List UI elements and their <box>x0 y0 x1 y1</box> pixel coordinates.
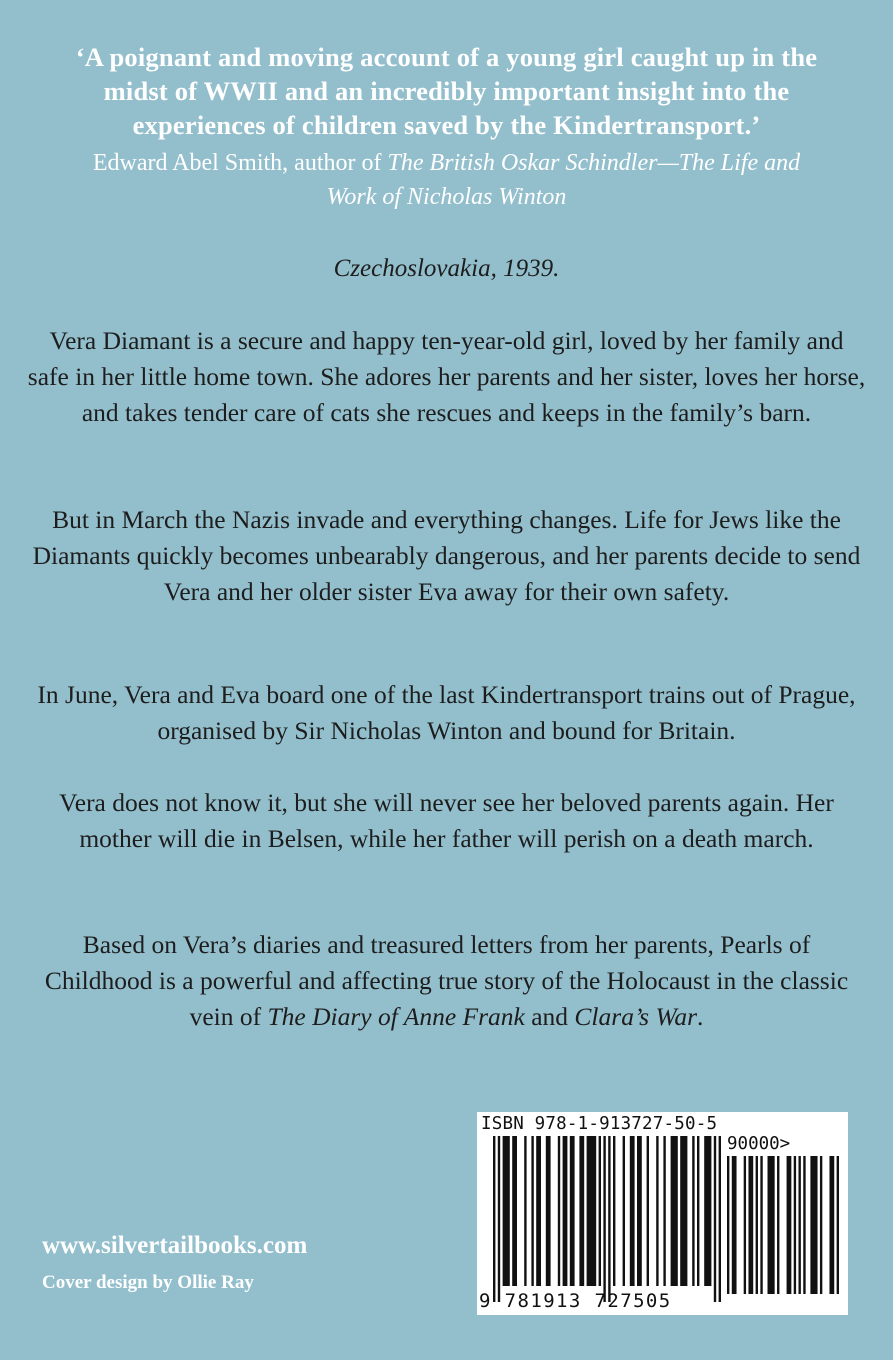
barcode-bar <box>613 1136 615 1286</box>
synopsis-paragraph: Vera does not know it, but she will never see her beloved parents again. Her mother will die in Belsen, while her father will perish on a death march. <box>59 788 834 853</box>
barcode-bar <box>744 1156 746 1294</box>
synopsis-paragraph: Vera Diamant is a secure and happy ten-year-old girl, loved by her family and safe in her little home town. She adores her parents and her sister, loves her horse, and takes tender care of cats she rescues and keeps in the family’s barn. <box>27 326 866 427</box>
barcode-bar <box>512 1136 517 1286</box>
barcode-bar <box>579 1136 584 1286</box>
barcode-bar <box>563 1136 568 1286</box>
barcode-bar <box>536 1136 541 1286</box>
barcode-bar <box>671 1136 678 1286</box>
barcode-bar <box>546 1136 551 1286</box>
barcode-bar <box>663 1136 665 1286</box>
price-code: 90000> <box>727 1134 791 1154</box>
p5-period: . <box>697 1002 704 1031</box>
quote-line: experiences of children saved by the Kindertransport.’ <box>132 110 761 140</box>
barcode-bar <box>748 1156 753 1294</box>
barcode-bar <box>623 1136 625 1286</box>
cover-credit: Cover design by Ollie Ray <box>42 1272 254 1293</box>
barcode-bar <box>608 1136 610 1302</box>
barcode-bar <box>599 1136 601 1286</box>
barcode-bar <box>803 1156 805 1294</box>
isbn-barcode <box>477 1112 848 1315</box>
p5-title-anne-frank: The Diary of Anne Frank <box>267 1002 525 1031</box>
barcode-bar <box>837 1156 839 1294</box>
barcode-bar <box>798 1156 800 1294</box>
quote-line: ‘A poignant and moving account of a young girl caught up in the <box>75 42 818 72</box>
quote-line: midst of WWII and an incredibly important insight into the <box>103 76 790 106</box>
barcode-bar <box>637 1136 642 1286</box>
attribution-book-title: The British Oskar Schindler—The Life and <box>387 150 801 176</box>
setting-line: Czechoslovakia, 1939. <box>333 255 560 282</box>
addon-barcode-bars <box>727 1156 839 1294</box>
ean-digits: 9 781913 727505 <box>479 1290 672 1312</box>
barcode-bar <box>493 1136 495 1302</box>
p5-text: Based on Vera’s diaries and treasured letters from her parents, Pearls of Childhood is a powerful and affecting true story of the Holocaust in the classic vein of <box>44 930 849 1031</box>
quote-attribution <box>20 146 873 214</box>
barcode-bar <box>503 1136 510 1286</box>
barcode-bar <box>531 1136 533 1286</box>
synopsis-paragraph: But in March the Nazis invade and everything changes. Life for Jews like the Diamants quickly becomes unbearably dangerous, and her parents decide to send Vera and her older sister Eva away for their own safety. <box>32 505 861 606</box>
barcode-bar <box>680 1136 687 1286</box>
barcode-bar <box>603 1136 605 1302</box>
p5-conjunction: and <box>524 1002 575 1031</box>
barcode-bar <box>704 1136 711 1286</box>
attribution-book-title-cont: Work of Nicholas Winton <box>326 184 567 210</box>
barcode-bar <box>787 1156 792 1294</box>
barcode-bar <box>558 1136 560 1286</box>
synopsis-paragraph <box>26 927 867 1035</box>
barcode-bar <box>810 1156 817 1294</box>
barcode-bar <box>570 1136 575 1286</box>
barcode-bar <box>714 1136 716 1302</box>
barcode-bar <box>719 1136 721 1302</box>
p5-title-claras-war: Clara’s War <box>574 1002 698 1031</box>
barcode-bar <box>732 1156 737 1294</box>
barcode-bar <box>498 1136 500 1302</box>
barcode-bar <box>692 1136 694 1286</box>
barcode-bar <box>656 1136 658 1286</box>
barcode-bar <box>756 1156 758 1294</box>
barcode-bar <box>768 1156 775 1294</box>
barcode-bar <box>697 1136 699 1286</box>
barcode-bar <box>647 1136 649 1286</box>
publisher-website[interactable]: www.silvertailbooks.com <box>42 1232 308 1259</box>
attribution-author: Edward Abel Smith, author of <box>92 150 388 176</box>
barcode-bar <box>587 1136 597 1286</box>
barcode-bar <box>794 1156 796 1294</box>
barcode-bar <box>820 1156 822 1294</box>
barcode-bar <box>727 1156 729 1294</box>
barcode-bar <box>630 1136 635 1286</box>
review-quote <box>20 40 873 142</box>
isbn-label: ISBN 978-1-913727-50-5 <box>481 1114 718 1134</box>
barcode-bar <box>777 1156 779 1294</box>
synopsis-paragraph: In June, Vera and Eva board one of the last Kindertransport trains out of Prague, organised by Sir Nicholas Winton and bound for Britain. <box>37 680 856 745</box>
barcode-bar <box>829 1156 834 1294</box>
ean-barcode-bars <box>493 1136 721 1302</box>
barcode-bar <box>760 1156 762 1294</box>
barcode-bar <box>524 1136 526 1286</box>
